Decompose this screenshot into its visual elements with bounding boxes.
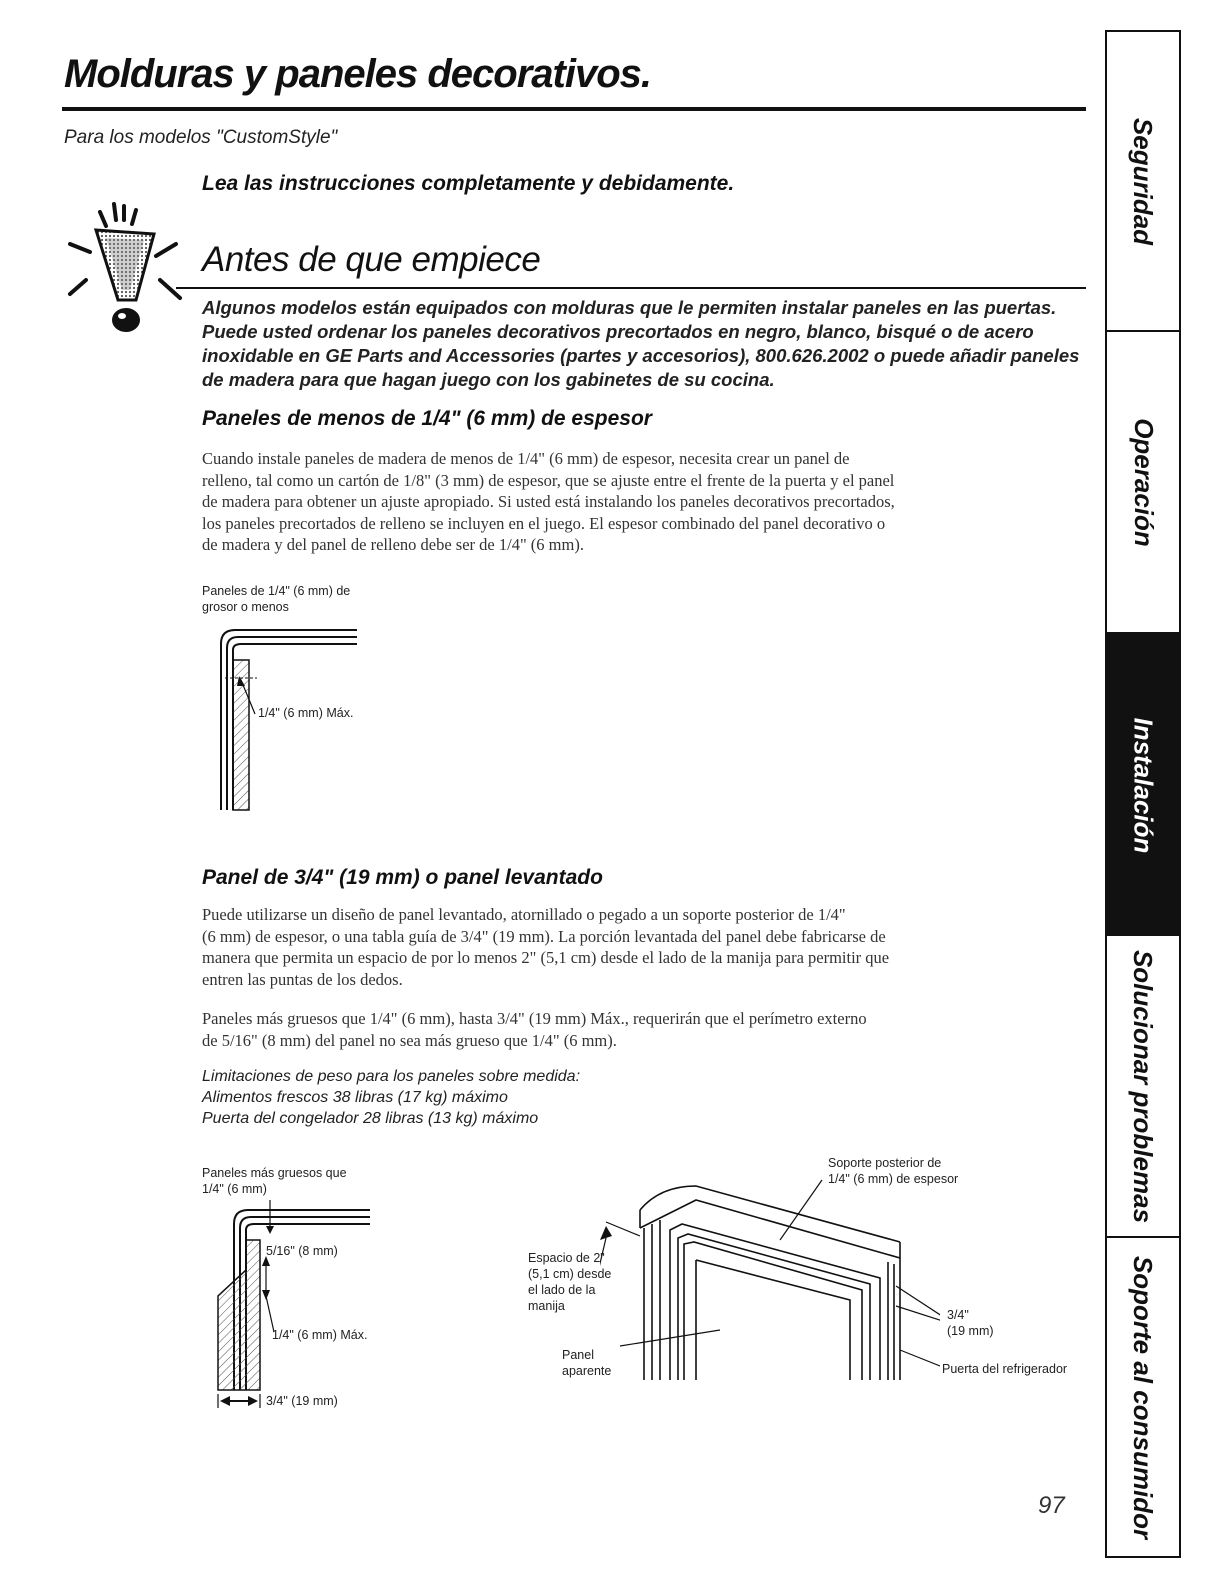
caption-line: Paneles más gruesos que bbox=[202, 1166, 347, 1180]
body-line: los paneles precortados de relleno se incluyen en el juego. El espesor combinado del panel decorativo o bbox=[202, 513, 886, 533]
tab-label: Operación bbox=[1128, 417, 1159, 547]
body-line: de 5/16" (8 mm) del panel no sea más grueso que 1/4" (6 mm). bbox=[202, 1030, 617, 1050]
tab-instalacion[interactable] bbox=[1107, 634, 1179, 936]
gap-label bbox=[528, 1250, 611, 1314]
tab-solucionar-problemas[interactable] bbox=[1107, 936, 1179, 1238]
page-number: 97 bbox=[1038, 1492, 1065, 1519]
body-line: manera que permita un espacio de por lo menos 2" (5,1 cm) desde el lado de la manija para permitir que bbox=[202, 948, 890, 967]
tab-soporte-al-consumidor[interactable] bbox=[1107, 1238, 1179, 1556]
tab-seguridad[interactable] bbox=[1107, 32, 1179, 332]
door-panel-diagram bbox=[600, 1170, 940, 1400]
limits-line: Puerta del congelador 28 libras (13 kg) máximo bbox=[202, 1110, 539, 1127]
label-line: aparente bbox=[562, 1364, 612, 1378]
section2-para2 bbox=[202, 1008, 867, 1051]
thick-panel-diagram bbox=[200, 1200, 380, 1420]
weight-limits bbox=[202, 1066, 580, 1129]
body-line: de madera para obtener un ajuste apropiado. Si usted está instalando los paneles decorativos precortados, bbox=[202, 492, 895, 511]
section-heading-before: Antes de que empiece bbox=[202, 240, 541, 279]
body-line: entren las puntas de los dedos. bbox=[202, 969, 403, 989]
warning-exclamation-icon bbox=[56, 178, 186, 338]
intro-line: Algunos modelos están equipados con molduras que le permiten instalar paneles en las puertas. bbox=[202, 297, 1057, 318]
label-line: (5,1 cm) desde bbox=[528, 1267, 612, 1281]
tab-operacion[interactable] bbox=[1107, 332, 1179, 634]
label-line: Panel bbox=[562, 1348, 594, 1362]
tab-label: Solucionar problemas bbox=[1128, 949, 1159, 1223]
thickness-label bbox=[947, 1307, 994, 1339]
body-line: Cuando instale paneles de madera de menos de 1/4" (6 mm) de espesor, necesita crear un panel de bbox=[202, 449, 850, 468]
diagram1-caption bbox=[202, 583, 350, 615]
label-line: el lado de la bbox=[528, 1283, 596, 1297]
body-line: (6 mm) de espesor, o una tabla guía de 3/4" (19 mm). La porción levantada del panel debe fabricarse de bbox=[202, 926, 886, 946]
intro-line: Puede usted ordenar los paneles decorativos precortados en negro, blanco, bisqué o de acero bbox=[202, 321, 1034, 342]
section1-body bbox=[202, 448, 895, 556]
section-tabs bbox=[1105, 30, 1181, 1558]
intro-line: inoxidable en GE Parts and Accessories (partes y accesorios), 800.626.2002 o puede añadir paneles bbox=[202, 345, 1080, 366]
section2-heading: Panel de 3/4" (19 mm) o panel levantado bbox=[202, 866, 603, 889]
label-line: 1/4" (6 mm) de espesor bbox=[828, 1172, 959, 1186]
tab-label: Seguridad bbox=[1128, 117, 1159, 245]
diagram2-label-top: 5/16" (8 mm) bbox=[266, 1244, 338, 1258]
body-line: relleno, tal como un cartón de 1/8" (3 mm) de espesor, que se ajuste entre el frente de la puerta y el panel bbox=[202, 470, 895, 490]
label-line: Soporte posterior de bbox=[828, 1156, 942, 1170]
diagram2-label-mid: 1/4" (6 mm) Máx. bbox=[272, 1328, 368, 1342]
tab-label: Instalación bbox=[1128, 717, 1159, 853]
body-line: de madera y del panel de relleno debe ser de 1/4" (6 mm). bbox=[202, 535, 584, 554]
tab-label: Soporte al consumidor bbox=[1128, 1255, 1159, 1539]
section2-para1 bbox=[202, 904, 889, 990]
body-line: Puede utilizarse un diseño de panel levantado, atornillado o pegado a un soporte posterior de 1/4" bbox=[202, 905, 846, 924]
label-line: (19 mm) bbox=[947, 1324, 994, 1338]
support-label bbox=[828, 1155, 958, 1187]
caption-line: 1/4" (6 mm) bbox=[202, 1182, 267, 1196]
body-line: Paneles más gruesos que 1/4" (6 mm), hasta 3/4" (19 mm) Máx., requerirán que el perímetro externo bbox=[202, 1009, 867, 1028]
panel-label bbox=[562, 1347, 611, 1379]
caption-line: grosor o menos bbox=[202, 600, 289, 614]
diagram2-caption bbox=[202, 1165, 347, 1197]
label-line: Espacio de 2" bbox=[528, 1251, 605, 1265]
door-label: Puerta del refrigerador bbox=[942, 1362, 1068, 1376]
read-instructions: Lea las instrucciones completamente y debidamente. bbox=[202, 172, 735, 195]
page-subtitle: Para los modelos "CustomStyle" bbox=[64, 127, 338, 148]
label-line: manija bbox=[528, 1299, 565, 1313]
intro-text bbox=[202, 296, 1082, 392]
before-rule bbox=[176, 287, 1086, 289]
caption-line: Paneles de 1/4" (6 mm) de bbox=[202, 584, 351, 598]
title-rule bbox=[62, 107, 1086, 111]
page-title: Molduras y paneles decorativos. bbox=[64, 52, 651, 96]
section1-heading: Paneles de menos de 1/4" (6 mm) de espesor bbox=[202, 407, 652, 430]
intro-line: de madera para que hagan juego con los gabinetes de su cocina. bbox=[202, 369, 775, 390]
limits-line: Alimentos frescos 38 libras (17 kg) máximo bbox=[202, 1089, 508, 1106]
label-line: 3/4" bbox=[947, 1308, 969, 1322]
diagram1-label: 1/4" (6 mm) Máx. bbox=[258, 706, 354, 720]
diagram2-label-bottom: 3/4" (19 mm) bbox=[266, 1394, 338, 1408]
limits-line: Limitaciones de peso para los paneles sobre medida: bbox=[202, 1068, 581, 1085]
